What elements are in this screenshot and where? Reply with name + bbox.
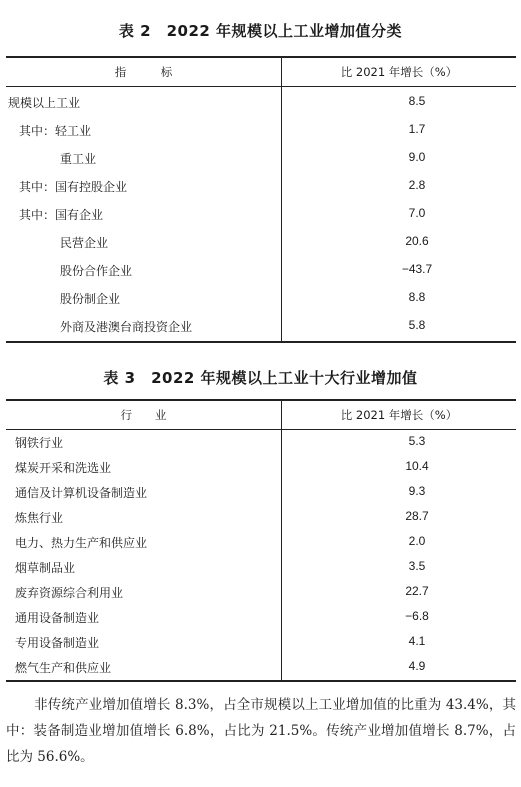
table2-header-indicator: 指 标 — [6, 58, 282, 86]
row-label: 钢铁行业 — [15, 436, 64, 450]
table2-title: 表 2 2022 年规模以上工业增加值分类 — [118, 22, 403, 40]
row-label: 烟草制品业 — [15, 561, 76, 575]
row-label: 股份合作企业 — [60, 264, 133, 278]
row-value: 3.5 — [408, 559, 426, 573]
row-value: 4.1 — [408, 634, 426, 648]
row-label: 通用设备制造业 — [15, 611, 100, 625]
table3-body — [6, 430, 516, 682]
row-value: 4.9 — [408, 659, 426, 673]
row-value: 8.5 — [408, 94, 426, 108]
row-label: 民营企业 — [60, 236, 109, 250]
row-label: 煤炭开采和洗选业 — [15, 461, 112, 475]
row-value: −43.7 — [401, 262, 433, 276]
row-value: 8.8 — [408, 290, 426, 304]
row-value: 9.0 — [408, 150, 426, 164]
row-label: 专用设备制造业 — [15, 636, 100, 650]
table2-body — [6, 87, 516, 343]
row-label: 电力、热力生产和供应业 — [15, 536, 148, 550]
table3-header-growth: 比 2021 年增长（%） — [340, 408, 458, 422]
row-value: 7.0 — [408, 206, 426, 220]
row-label: 股份制企业 — [60, 292, 121, 306]
row-value: 20.6 — [405, 234, 429, 248]
paragraph-text: 非传统产业增加值增长 8.3%，占全市规模以上工业增加值的比重为 43.4%，其中：装备制造业增加值增长 6.8%，占比为 21.5%。传统产业增加值增长 8.7%，占比为 56.6%。 — [6, 697, 516, 765]
row-label: 其中：国有企业 — [19, 208, 104, 222]
row-value: 2.0 — [408, 534, 426, 548]
row-label: 规模以上工业 — [8, 96, 81, 110]
row-label: 通信及计算机设备制造业 — [15, 486, 148, 500]
row-label: 外商及港澳台商投资企业 — [60, 320, 193, 334]
row-value: −6.8 — [405, 609, 429, 623]
row-label: 废弃资源综合利用业 — [15, 586, 124, 600]
row-label: 其中：轻工业 — [19, 124, 92, 138]
row-value: 22.7 — [405, 584, 429, 598]
row-value: 2.8 — [408, 178, 426, 192]
table2-header — [6, 56, 516, 87]
table3 — [6, 399, 516, 682]
table3-header-industry: 行 业 — [6, 401, 282, 429]
row-value: 5.3 — [408, 434, 426, 448]
row-value: 9.3 — [408, 484, 426, 498]
row-value: 5.8 — [408, 318, 426, 332]
row-label: 燃气生产和供应业 — [15, 661, 112, 675]
body-paragraph — [6, 692, 516, 770]
row-value: 10.4 — [405, 459, 429, 473]
row-label: 重工业 — [60, 152, 97, 166]
table2 — [6, 56, 516, 343]
row-value: 1.7 — [408, 122, 426, 136]
row-label: 其中：国有控股企业 — [19, 180, 128, 194]
table3-header — [6, 399, 516, 430]
table3-title: 表 3 2022 年规模以上工业十大行业增加值 — [103, 369, 418, 387]
row-label: 炼焦行业 — [15, 511, 64, 525]
table2-header-growth: 比 2021 年增长（%） — [340, 65, 458, 79]
row-value: 28.7 — [405, 509, 429, 523]
